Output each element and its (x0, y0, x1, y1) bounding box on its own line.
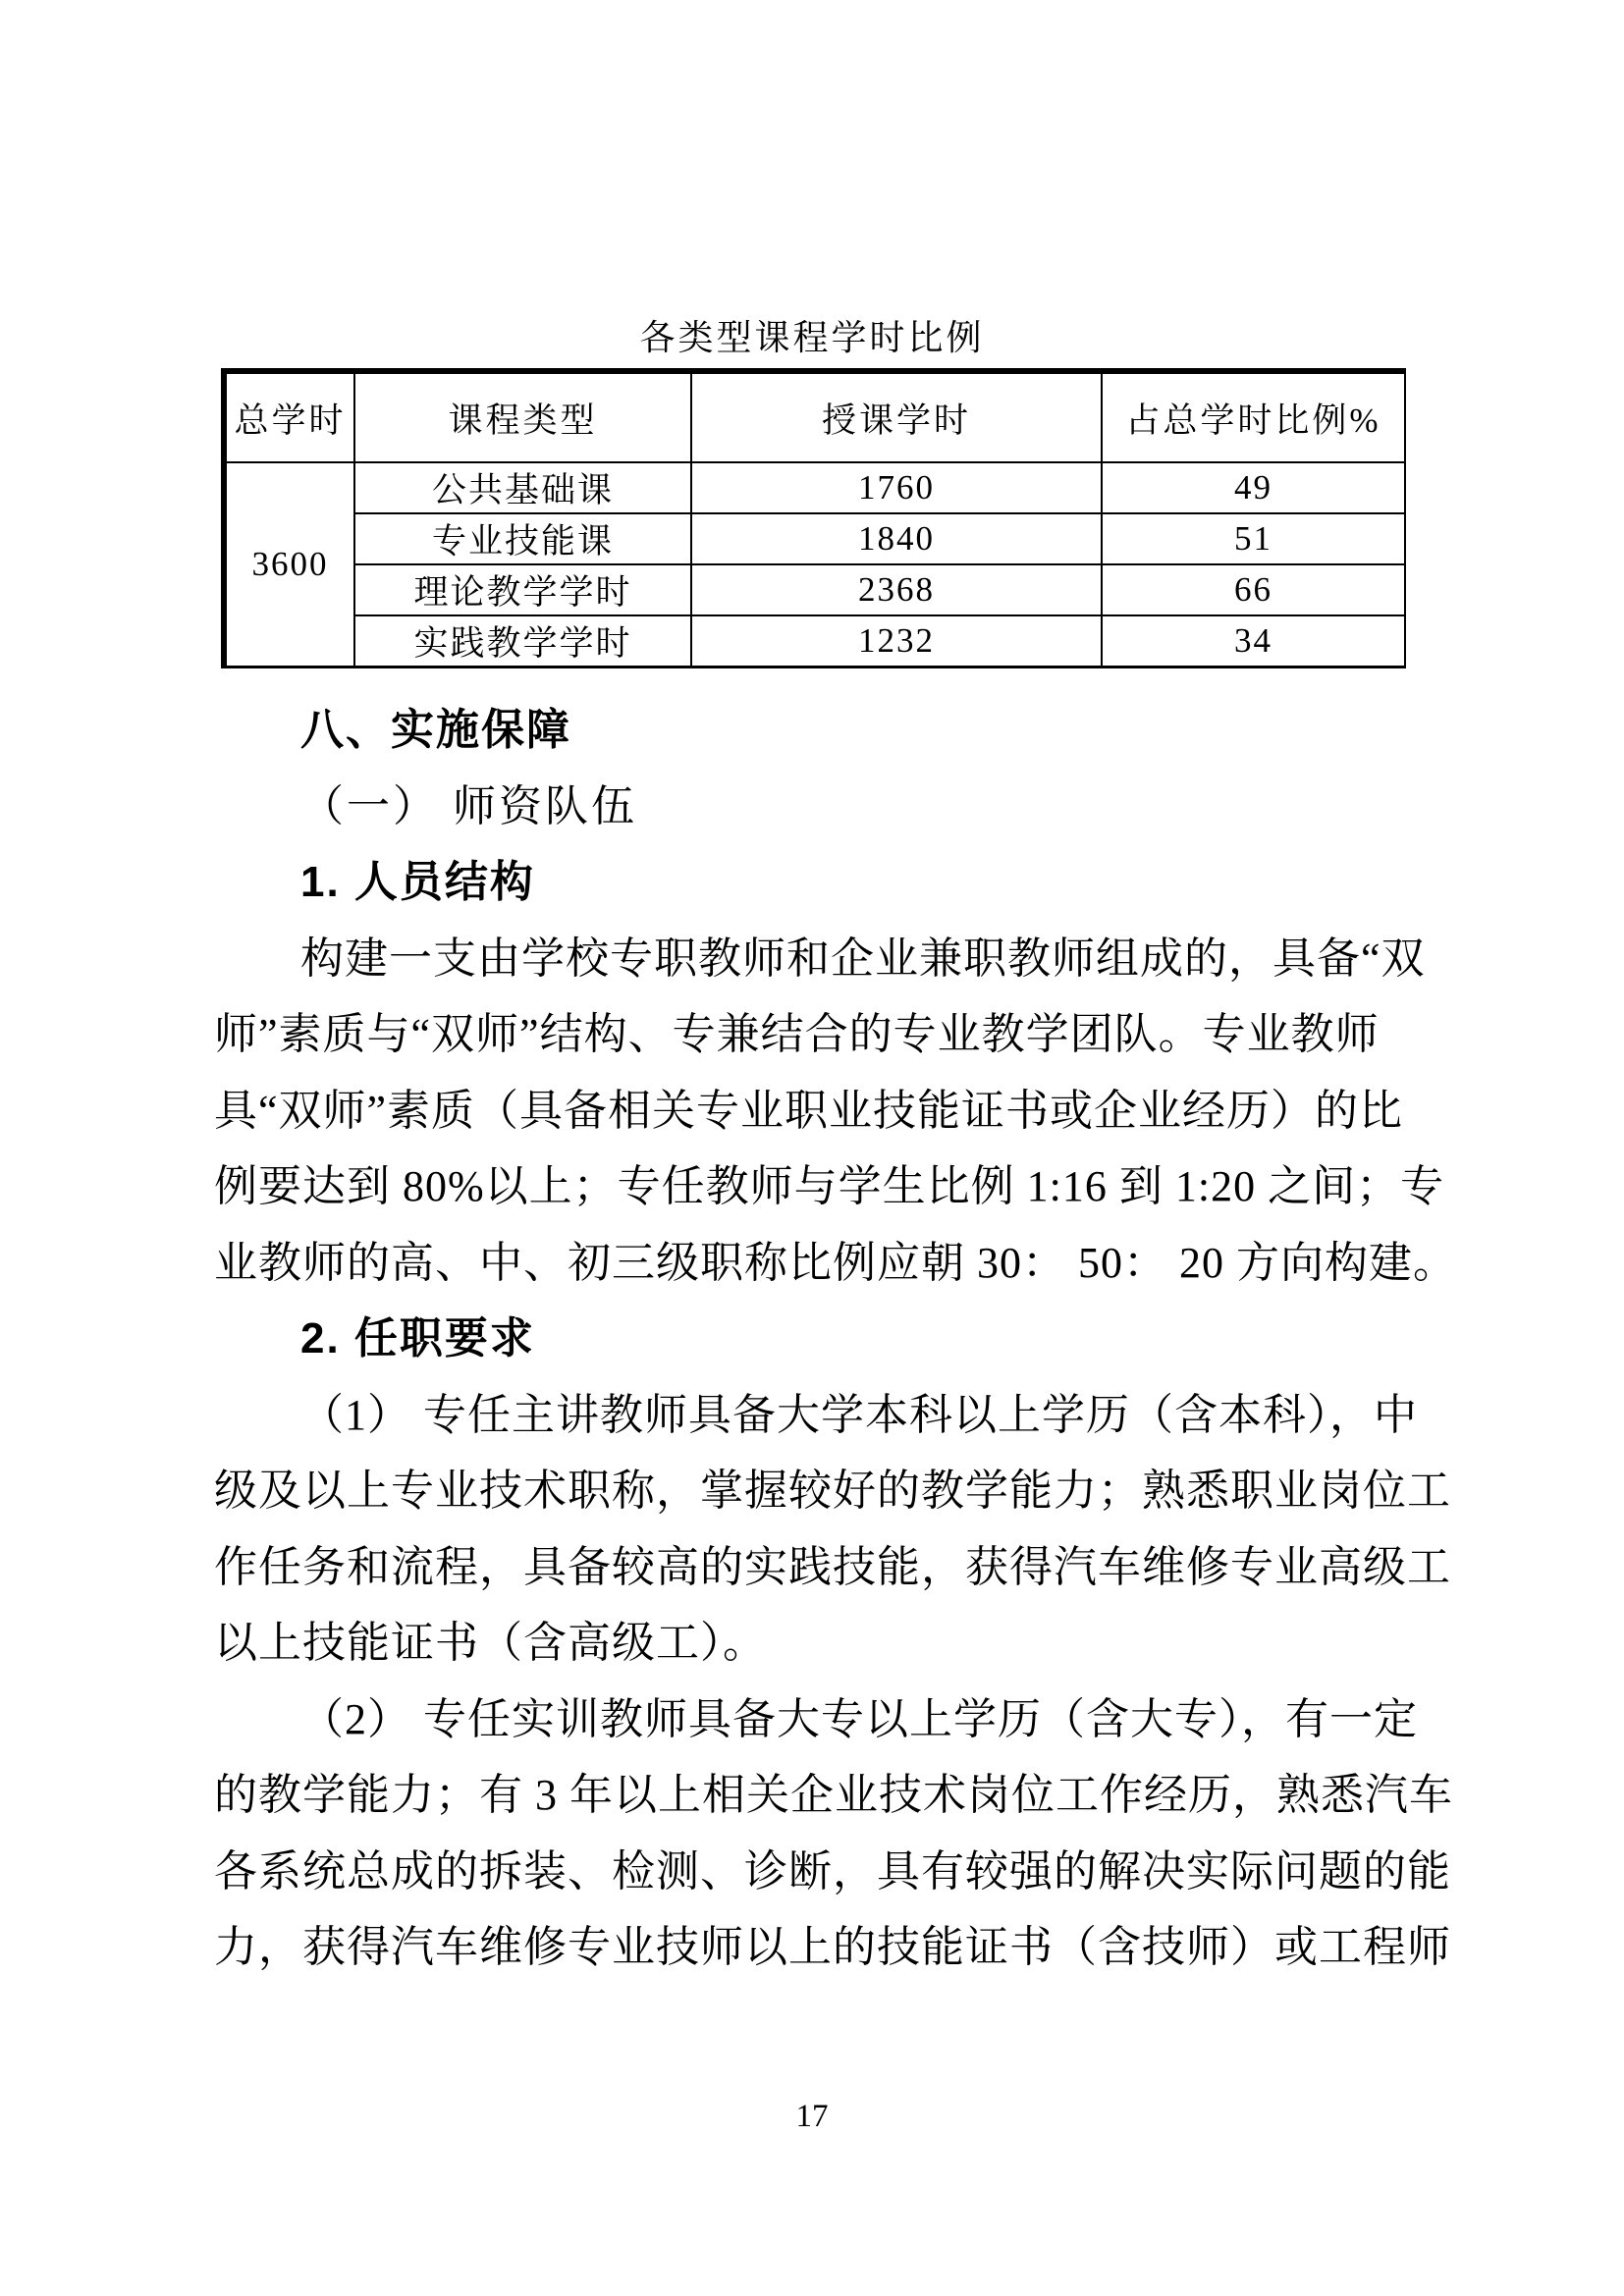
percent-cell: 49 (1102, 462, 1405, 513)
table-row (224, 564, 1405, 615)
text-line: 具“双师”素质（具备相关专业职业技能证书或企业经历）的比 (214, 1086, 1404, 1135)
subsection-heading: （一） 师资队伍 (300, 781, 637, 830)
text-line: 以上技能证书（含高级工）。 (214, 1619, 767, 1667)
numbered-heading: 1. 人员结构 (300, 858, 535, 906)
table-row (224, 513, 1405, 564)
total-hours-cell: 3600 (224, 462, 354, 667)
text-line: （2） 专任实训教师具备大专以上学历（含大专），有一定 (300, 1694, 1418, 1743)
percent-cell: 51 (1102, 513, 1405, 564)
header-teaching-hours: 授课学时 (691, 371, 1102, 462)
table-header-row (224, 371, 1405, 462)
table-row (224, 615, 1405, 667)
text-line: 各系统总成的拆装、检测、诊断，具有较强的解决实际问题的能 (214, 1846, 1451, 1896)
text-line: 力，获得汽车维修专业技师以上的技能证书（含技师）或工程师 (214, 1923, 1451, 1971)
course-type-cell: 专业技能课 (354, 513, 691, 564)
hours-cell: 1840 (691, 513, 1102, 564)
course-type-cell: 理论教学学时 (354, 564, 691, 615)
course-type-cell: 实践教学学时 (354, 615, 691, 667)
percent-cell: 66 (1102, 564, 1405, 615)
text-line: 的教学能力；有 3 年以上相关企业技术岗位工作经历，熟悉汽车 (214, 1771, 1453, 1819)
text-line: 师”素质与“双师”结构、专兼结合的专业教学团队。专业教师 (214, 1010, 1380, 1058)
numbered-heading: 2. 任职要求 (300, 1314, 535, 1362)
header-course-type: 课程类型 (354, 371, 691, 462)
section-heading: 八、实施保障 (300, 706, 571, 754)
table-title: 各类型课程学时比例 (639, 318, 985, 357)
course-hours-table (221, 368, 1406, 668)
text-line: 业教师的高、中、初三级职称比例应朝 30： 50： 20 方向构建。 (214, 1238, 1457, 1287)
percent-cell: 34 (1102, 615, 1405, 667)
text-line: 例要达到 80%以上；专任教师与学生比例 1:16 到 1:20 之间；专 (214, 1162, 1445, 1210)
body-text (214, 692, 1457, 1986)
text-line: 级及以上专业技术职称，掌握较好的教学能力；熟悉职业岗位工 (214, 1467, 1451, 1515)
page-number: 17 (795, 2099, 829, 2134)
text-line: 作任务和流程，具备较高的实践技能，获得汽车维修专业高级工 (214, 1542, 1451, 1591)
text-line: 构建一支由学校专职教师和企业兼职教师组成的，具备“双 (300, 934, 1426, 983)
course-type-cell: 公共基础课 (354, 462, 691, 513)
hours-cell: 1760 (691, 462, 1102, 513)
text-line: （1） 专任主讲教师具备大学本科以上学历（含本科），中 (300, 1390, 1418, 1439)
table-row (224, 462, 1405, 513)
hours-cell: 1232 (691, 615, 1102, 667)
header-total-hours: 总学时 (224, 371, 354, 462)
header-percent-of-total: 占总学时比例% (1102, 371, 1405, 462)
hours-cell: 2368 (691, 564, 1102, 615)
